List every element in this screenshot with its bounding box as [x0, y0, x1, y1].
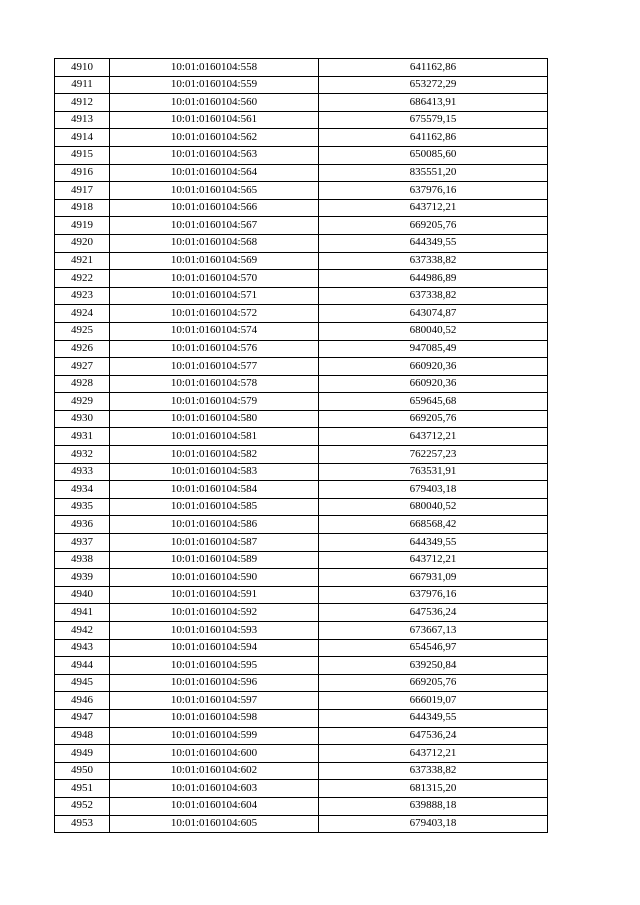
- table-row: [55, 604, 548, 622]
- cadastral-value-cell: 643712,21: [319, 428, 548, 446]
- table-row: [55, 639, 548, 657]
- row-number-cell: 4928: [55, 375, 110, 393]
- cadastral-number-cell: 10:01:0160104:602: [110, 762, 319, 780]
- cadastral-value-cell: 669205,76: [319, 217, 548, 235]
- table-row: [55, 358, 548, 376]
- cadastral-value-cell: 763531,91: [319, 463, 548, 481]
- row-number-cell: 4948: [55, 727, 110, 745]
- cadastral-number-cell: 10:01:0160104:604: [110, 797, 319, 815]
- cadastral-number-cell: 10:01:0160104:583: [110, 463, 319, 481]
- cadastral-value-cell: 680040,52: [319, 498, 548, 516]
- cadastral-value-cell: 643074,87: [319, 305, 548, 323]
- row-number-cell: 4949: [55, 745, 110, 763]
- cadastral-number-cell: 10:01:0160104:586: [110, 516, 319, 534]
- row-number-cell: 4926: [55, 340, 110, 358]
- cadastral-number-cell: 10:01:0160104:574: [110, 322, 319, 340]
- row-number-cell: 4952: [55, 797, 110, 815]
- cadastral-number-cell: 10:01:0160104:580: [110, 410, 319, 428]
- row-number-cell: 4913: [55, 111, 110, 129]
- cadastral-value-cell: 643712,21: [319, 199, 548, 217]
- cadastral-value-cell: 947085,49: [319, 340, 548, 358]
- cadastral-number-cell: 10:01:0160104:581: [110, 428, 319, 446]
- cadastral-value-cell: 647536,24: [319, 727, 548, 745]
- cadastral-value-cell: 660920,36: [319, 375, 548, 393]
- row-number-cell: 4923: [55, 287, 110, 305]
- cadastral-number-cell: 10:01:0160104:576: [110, 340, 319, 358]
- row-number-cell: 4941: [55, 604, 110, 622]
- cadastral-number-cell: 10:01:0160104:595: [110, 657, 319, 675]
- cadastral-number-cell: 10:01:0160104:587: [110, 534, 319, 552]
- cadastral-number-cell: 10:01:0160104:594: [110, 639, 319, 657]
- row-number-cell: 4917: [55, 182, 110, 200]
- table-row: [55, 322, 548, 340]
- table-row: [55, 234, 548, 252]
- cadastral-value-cell: 644349,55: [319, 709, 548, 727]
- cadastral-value-cell: 650085,60: [319, 146, 548, 164]
- cadastral-value-cell: 641162,86: [319, 129, 548, 147]
- cadastral-number-cell: 10:01:0160104:559: [110, 76, 319, 94]
- cadastral-value-cell: 762257,23: [319, 446, 548, 464]
- table-row: [55, 199, 548, 217]
- cadastral-number-cell: 10:01:0160104:568: [110, 234, 319, 252]
- table-row: [55, 446, 548, 464]
- cadastral-number-cell: 10:01:0160104:593: [110, 622, 319, 640]
- table-row: [55, 76, 548, 94]
- cadastral-number-cell: 10:01:0160104:578: [110, 375, 319, 393]
- table-row: [55, 305, 548, 323]
- cadastral-number-cell: 10:01:0160104:596: [110, 674, 319, 692]
- cadastral-number-cell: 10:01:0160104:565: [110, 182, 319, 200]
- cadastral-value-cell: 637976,16: [319, 586, 548, 604]
- row-number-cell: 4940: [55, 586, 110, 604]
- cadastral-value-cell: 644986,89: [319, 270, 548, 288]
- cadastral-value-table: [54, 58, 548, 833]
- table-row: [55, 815, 548, 833]
- table-row: [55, 709, 548, 727]
- cadastral-number-cell: 10:01:0160104:564: [110, 164, 319, 182]
- row-number-cell: 4933: [55, 463, 110, 481]
- row-number-cell: 4932: [55, 446, 110, 464]
- cadastral-number-cell: 10:01:0160104:605: [110, 815, 319, 833]
- row-number-cell: 4947: [55, 709, 110, 727]
- row-number-cell: 4910: [55, 59, 110, 77]
- table-row: [55, 164, 548, 182]
- table-row: [55, 498, 548, 516]
- row-number-cell: 4936: [55, 516, 110, 534]
- cadastral-value-cell: 680040,52: [319, 322, 548, 340]
- cadastral-number-cell: 10:01:0160104:599: [110, 727, 319, 745]
- row-number-cell: 4914: [55, 129, 110, 147]
- cadastral-number-cell: 10:01:0160104:560: [110, 94, 319, 112]
- cadastral-number-cell: 10:01:0160104:558: [110, 59, 319, 77]
- row-number-cell: 4918: [55, 199, 110, 217]
- table-row: [55, 146, 548, 164]
- row-number-cell: 4937: [55, 534, 110, 552]
- cadastral-number-cell: 10:01:0160104:562: [110, 129, 319, 147]
- table-row: [55, 516, 548, 534]
- row-number-cell: 4931: [55, 428, 110, 446]
- table-row: [55, 217, 548, 235]
- cadastral-number-cell: 10:01:0160104:603: [110, 780, 319, 798]
- cadastral-value-cell: 669205,76: [319, 674, 548, 692]
- cadastral-value-cell: 637338,82: [319, 762, 548, 780]
- row-number-cell: 4929: [55, 393, 110, 411]
- row-number-cell: 4939: [55, 569, 110, 587]
- cadastral-value-cell: 639888,18: [319, 797, 548, 815]
- table-row: [55, 745, 548, 763]
- row-number-cell: 4943: [55, 639, 110, 657]
- table-row: [55, 59, 548, 77]
- table-row: [55, 569, 548, 587]
- table-row: [55, 410, 548, 428]
- cadastral-value-cell: 647536,24: [319, 604, 548, 622]
- cadastral-value-cell: 643712,21: [319, 551, 548, 569]
- cadastral-value-cell: 637338,82: [319, 287, 548, 305]
- row-number-cell: 4924: [55, 305, 110, 323]
- table-row: [55, 129, 548, 147]
- cadastral-value-cell: 679403,18: [319, 815, 548, 833]
- table-row: [55, 727, 548, 745]
- table-row: [55, 481, 548, 499]
- row-number-cell: 4911: [55, 76, 110, 94]
- row-number-cell: 4927: [55, 358, 110, 376]
- row-number-cell: 4919: [55, 217, 110, 235]
- table-row: [55, 762, 548, 780]
- cadastral-value-cell: 643712,21: [319, 745, 548, 763]
- row-number-cell: 4942: [55, 622, 110, 640]
- table-row: [55, 287, 548, 305]
- table-row: [55, 252, 548, 270]
- table-row: [55, 797, 548, 815]
- cadastral-value-cell: 659645,68: [319, 393, 548, 411]
- table-row: [55, 94, 548, 112]
- cadastral-value-cell: 660920,36: [319, 358, 548, 376]
- table-row: [55, 182, 548, 200]
- table-row: [55, 428, 548, 446]
- table-row: [55, 270, 548, 288]
- cadastral-number-cell: 10:01:0160104:590: [110, 569, 319, 587]
- cadastral-number-cell: 10:01:0160104:591: [110, 586, 319, 604]
- cadastral-value-cell: 637976,16: [319, 182, 548, 200]
- row-number-cell: 4935: [55, 498, 110, 516]
- row-number-cell: 4951: [55, 780, 110, 798]
- table-row: [55, 111, 548, 129]
- cadastral-value-cell: 667931,09: [319, 569, 548, 587]
- row-number-cell: 4915: [55, 146, 110, 164]
- cadastral-value-cell: 666019,07: [319, 692, 548, 710]
- table-row: [55, 622, 548, 640]
- cadastral-value-cell: 654546,97: [319, 639, 548, 657]
- row-number-cell: 4921: [55, 252, 110, 270]
- cadastral-number-cell: 10:01:0160104:584: [110, 481, 319, 499]
- row-number-cell: 4945: [55, 674, 110, 692]
- cadastral-number-cell: 10:01:0160104:577: [110, 358, 319, 376]
- row-number-cell: 4946: [55, 692, 110, 710]
- table-row: [55, 340, 548, 358]
- table-row: [55, 692, 548, 710]
- cadastral-number-cell: 10:01:0160104:566: [110, 199, 319, 217]
- table-row: [55, 534, 548, 552]
- cadastral-number-cell: 10:01:0160104:582: [110, 446, 319, 464]
- table-row: [55, 674, 548, 692]
- cadastral-value-cell: 644349,55: [319, 234, 548, 252]
- cadastral-number-cell: 10:01:0160104:598: [110, 709, 319, 727]
- table-row: [55, 780, 548, 798]
- cadastral-number-cell: 10:01:0160104:569: [110, 252, 319, 270]
- row-number-cell: 4944: [55, 657, 110, 675]
- cadastral-value-cell: 668568,42: [319, 516, 548, 534]
- table-body: [55, 59, 548, 833]
- cadastral-number-cell: 10:01:0160104:600: [110, 745, 319, 763]
- cadastral-number-cell: 10:01:0160104:579: [110, 393, 319, 411]
- row-number-cell: 4938: [55, 551, 110, 569]
- row-number-cell: 4950: [55, 762, 110, 780]
- cadastral-value-cell: 675579,15: [319, 111, 548, 129]
- table-row: [55, 393, 548, 411]
- cadastral-number-cell: 10:01:0160104:571: [110, 287, 319, 305]
- cadastral-value-cell: 644349,55: [319, 534, 548, 552]
- row-number-cell: 4925: [55, 322, 110, 340]
- row-number-cell: 4922: [55, 270, 110, 288]
- cadastral-number-cell: 10:01:0160104:589: [110, 551, 319, 569]
- table-row: [55, 586, 548, 604]
- cadastral-value-cell: 637338,82: [319, 252, 548, 270]
- cadastral-value-cell: 669205,76: [319, 410, 548, 428]
- cadastral-number-cell: 10:01:0160104:567: [110, 217, 319, 235]
- cadastral-number-cell: 10:01:0160104:585: [110, 498, 319, 516]
- cadastral-value-cell: 653272,29: [319, 76, 548, 94]
- cadastral-number-cell: 10:01:0160104:563: [110, 146, 319, 164]
- cadastral-number-cell: 10:01:0160104:572: [110, 305, 319, 323]
- table-row: [55, 375, 548, 393]
- table-row: [55, 657, 548, 675]
- table-row: [55, 463, 548, 481]
- cadastral-number-cell: 10:01:0160104:570: [110, 270, 319, 288]
- row-number-cell: 4934: [55, 481, 110, 499]
- table-row: [55, 551, 548, 569]
- cadastral-value-cell: 639250,84: [319, 657, 548, 675]
- cadastral-value-cell: 681315,20: [319, 780, 548, 798]
- row-number-cell: 4912: [55, 94, 110, 112]
- cadastral-value-cell: 673667,13: [319, 622, 548, 640]
- row-number-cell: 4920: [55, 234, 110, 252]
- cadastral-number-cell: 10:01:0160104:561: [110, 111, 319, 129]
- row-number-cell: 4930: [55, 410, 110, 428]
- cadastral-value-cell: 835551,20: [319, 164, 548, 182]
- cadastral-value-cell: 686413,91: [319, 94, 548, 112]
- cadastral-value-cell: 679403,18: [319, 481, 548, 499]
- cadastral-number-cell: 10:01:0160104:592: [110, 604, 319, 622]
- cadastral-value-cell: 641162,86: [319, 59, 548, 77]
- row-number-cell: 4953: [55, 815, 110, 833]
- row-number-cell: 4916: [55, 164, 110, 182]
- cadastral-number-cell: 10:01:0160104:597: [110, 692, 319, 710]
